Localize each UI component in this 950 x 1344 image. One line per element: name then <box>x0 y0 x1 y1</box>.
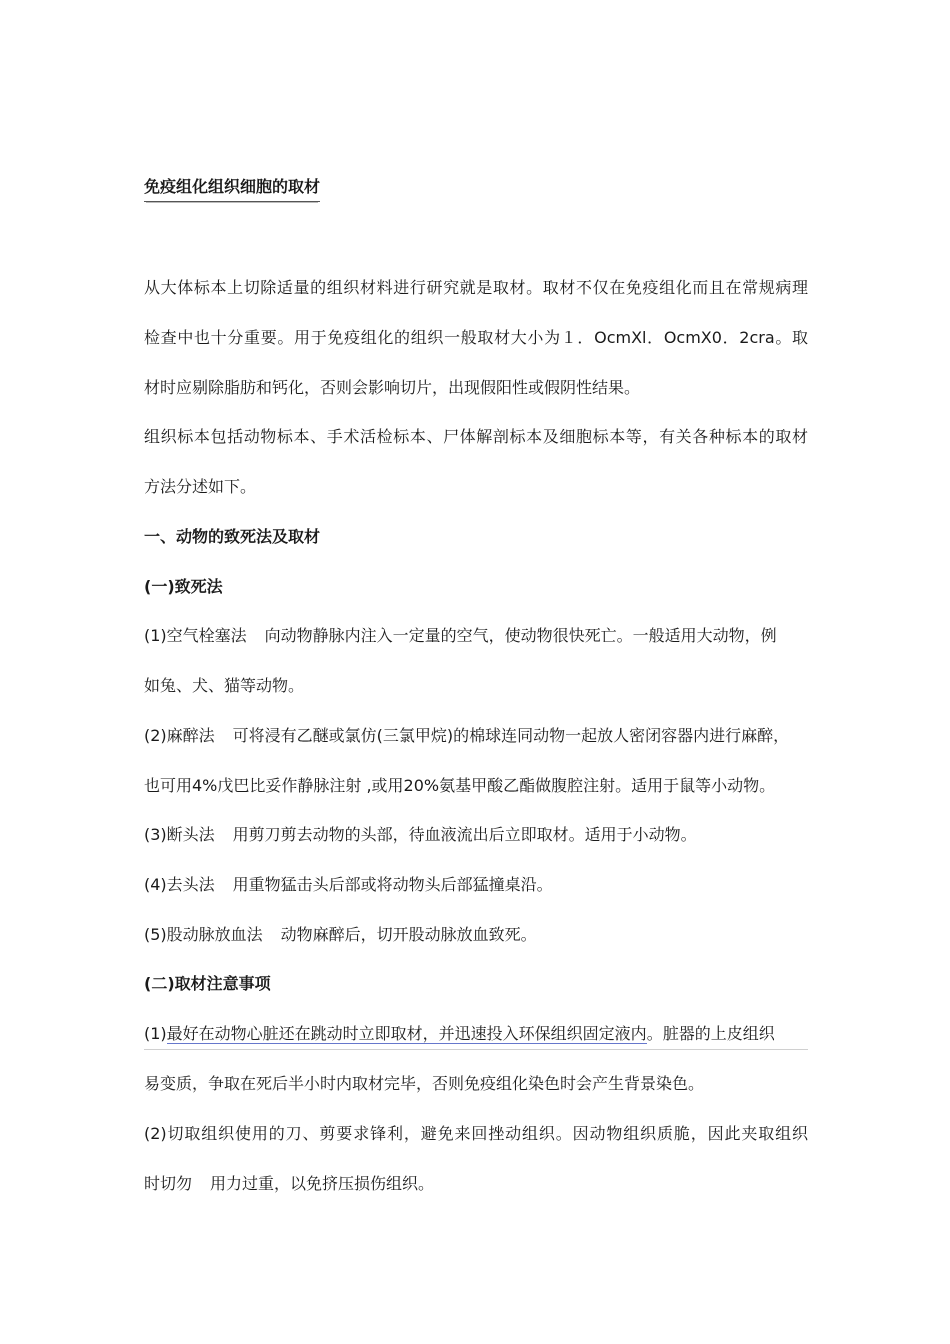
list-item-text: 动物麻醉后，切开股动脉放血致死。 <box>280 925 537 944</box>
list-item-number: (1) <box>144 1024 167 1043</box>
list-item-text: 用力过重，以免挤压损伤组织。 <box>210 1174 435 1193</box>
list-item <box>144 625 808 647</box>
list-item: (2)切取组织使用的刀、剪要求锋利，避免来回挫动组织。因动物组织质脆，因此夹取组织 <box>144 1124 808 1143</box>
list-item-text: 时切勿 <box>144 1174 193 1193</box>
list-item-term: (4)去头法 <box>144 875 215 894</box>
subsection-heading: (一)致死法 <box>144 577 223 596</box>
list-item <box>144 824 808 846</box>
paragraph-line: 组织标本包括动物标本、手术活检标本、尸体解剖标本及细胞标本等，有关各种标本的取材 <box>144 427 808 446</box>
list-item-continuation: 如兔、犬、猫等动物。 <box>144 676 305 695</box>
list-item-term: (1)空气栓塞法 <box>144 626 247 645</box>
divider <box>144 1049 808 1050</box>
list-item <box>144 1023 808 1045</box>
list-item-text: 可将浸有乙醚或氯仿(三氯甲烷)的棉球连同动物一起放人密闭容器内进行麻醉， <box>232 726 790 745</box>
list-item-continuation: 也可用4%戊巴比妥作静脉注射 ,或用20%氨基甲酸乙酯做腹腔注射。适用于鼠等小动物。 <box>144 776 776 795</box>
section-heading: 一、动物的致死法及取材 <box>144 527 321 546</box>
list-item-term: (5)股动脉放血法 <box>144 925 263 944</box>
list-item-text: 。脏器的上皮组织 <box>646 1024 775 1043</box>
list-item-text: 用剪刀剪去动物的头部，待血液流出后立即取材。适用于小动物。 <box>232 825 697 844</box>
list-item-continuation: 易变质，争取在死后半小时内取材完毕，否则免疫组化染色时会产生背景染色。 <box>144 1074 705 1093</box>
list-item-continuation <box>144 1173 808 1195</box>
paragraph-line: 从大体标本上切除适量的组织材料进行研究就是取材。取材不仅在免疫组化而且在常规病理 <box>144 278 808 297</box>
list-item-term: (3)断头法 <box>144 825 215 844</box>
list-item-text: 用重物猛击头后部或将动物头后部猛撞桌沿。 <box>232 875 553 894</box>
list-item <box>144 725 808 747</box>
paragraph-line: 检查中也十分重要。用于免疫组化的组织一般取材大小为１．OcmXl．OcmX0．2cra。取 <box>144 328 808 347</box>
document-title: 免疫组化组织细胞的取材 <box>144 176 320 202</box>
paragraph-line: 方法分述如下。 <box>144 477 257 496</box>
underlined-text: 最好在动物心脏还在跳动时立即取材，并迅速投入环保组织固定液内 <box>166 1024 647 1043</box>
list-item-term: (2)麻醉法 <box>144 726 215 745</box>
list-item <box>144 924 808 946</box>
subsection-heading: (二)取材注意事项 <box>144 974 271 993</box>
paragraph-line: 材时应剔除脂肪和钙化，否则会影响切片，出现假阳性或假阴性结果。 <box>144 378 641 397</box>
list-item-text: 向动物静脉内注入一定量的空气，使动物很快死亡。一般适用大动物，例 <box>264 626 777 645</box>
list-item <box>144 874 808 896</box>
